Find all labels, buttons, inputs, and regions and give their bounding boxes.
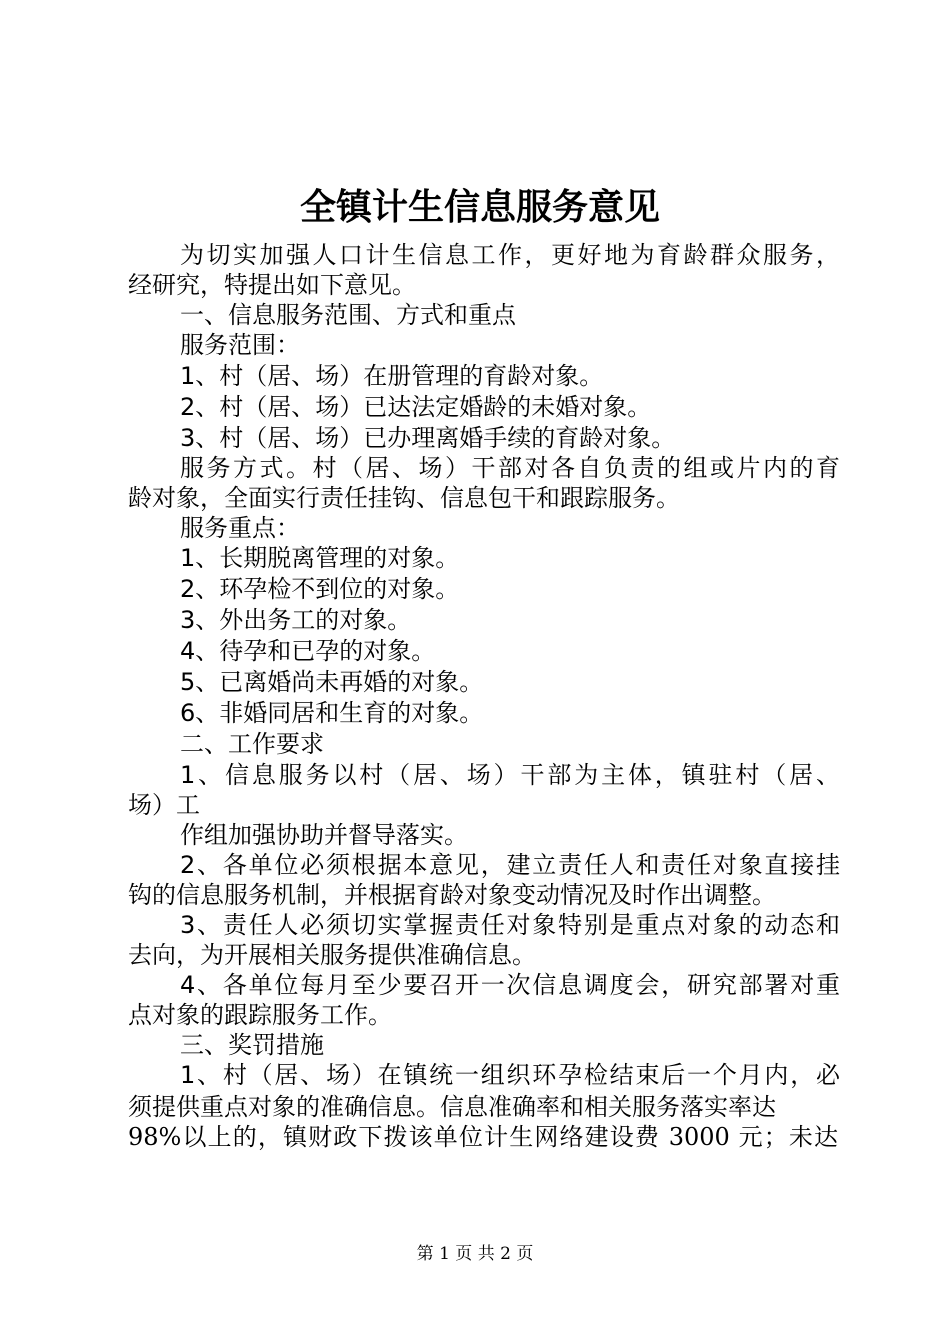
list-item: 4、待孕和已孕的对象。 [180, 637, 436, 665]
list-item: 1、村（居、场）在册管理的育龄对象。 [180, 362, 604, 390]
paragraph-segment: 须提供重点对象的准确信息。 [128, 1093, 440, 1121]
paragraph-line: 场）工 [128, 791, 200, 819]
section-heading-2: 二、工作要求 [180, 730, 324, 758]
paragraph-line: 4、各单位每月至少要召开一次信息调度会，研究部署对重 [180, 971, 840, 999]
list-item: 2、村（居、场）已达法定婚龄的未婚对象。 [180, 393, 652, 421]
list-item: 1、长期脱离管理的对象。 [180, 544, 460, 572]
document-title: 全镇计生信息服务意见 [299, 187, 660, 228]
paragraph-line: 服务方式。村（居、场）干部对各自负责的组或片内的育 [180, 454, 840, 482]
list-item: 2、环孕检不到位的对象。 [180, 575, 460, 603]
paragraph-line-mixed [128, 1092, 838, 1122]
section-heading-3: 三、奖罚措施 [180, 1031, 324, 1059]
paragraph-line: 服务重点： [180, 514, 300, 542]
list-item: 5、已离婚尚未再婚的对象。 [180, 668, 484, 696]
paragraph-line: 2、各单位必须根据本意见，建立责任人和责任对象直接挂 [180, 851, 840, 879]
paragraph-line: 为切实加强人口计生信息工作，更好地为育龄群众服务， [180, 241, 840, 269]
list-item: 3、外出务工的对象。 [180, 606, 412, 634]
paragraph-line: 作组加强协助并督导落实。 [180, 821, 468, 849]
paragraph-line: 98%以上的，镇财政下拨该单位计生网络建设费 3000 元；未达 [128, 1123, 838, 1151]
section-heading-1: 一、信息服务范围、方式和重点 [180, 301, 516, 329]
paragraph-line: 钩的信息服务机制，并根据育龄对象变动情况及时作出调整。 [128, 881, 776, 909]
page-number: 第 1 页 共 2 页 [416, 1244, 534, 1264]
paragraph-line: 服务范围： [180, 331, 300, 359]
paragraph-line: 3、责任人必须切实掌握责任对象特别是重点对象的动态和 [180, 911, 840, 939]
paragraph-line: 点对象的跟踪服务工作。 [128, 1001, 392, 1029]
paragraph-line: 1、信息服务以村（居、场）干部为主体，镇驻村（居、 [180, 761, 840, 789]
paragraph-segment: 信息准确率和相关服务落实率达 [440, 1093, 776, 1121]
paragraph-line: 经研究，特提出如下意见。 [128, 271, 416, 299]
paragraph-line: 1、村（居、场）在镇统一组织环孕检结束后一个月内，必 [180, 1061, 840, 1089]
paragraph-line: 去向，为开展相关服务提供准确信息。 [128, 941, 536, 969]
list-item: 6、非婚同居和生育的对象。 [180, 699, 484, 727]
list-item: 3、村（居、场）已办理离婚手续的育龄对象。 [180, 424, 676, 452]
paragraph-line: 龄对象，全面实行责任挂钩、信息包干和跟踪服务。 [128, 484, 680, 512]
